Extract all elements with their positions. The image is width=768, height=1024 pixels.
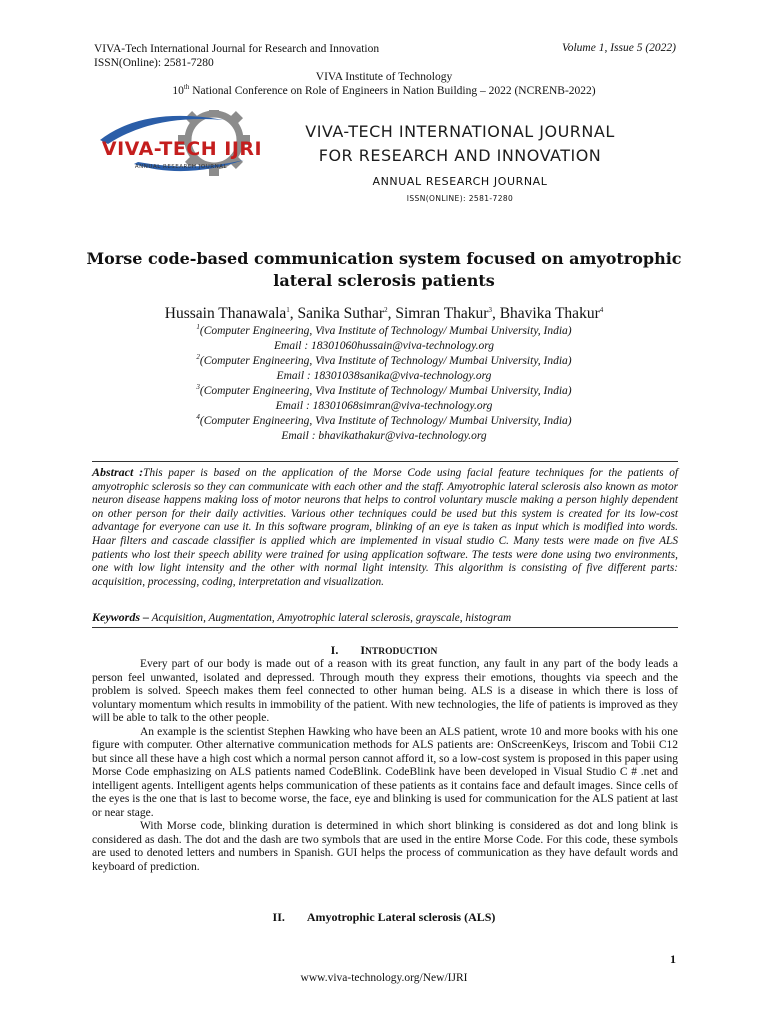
affiliation-line	[0, 354, 768, 369]
section-number: I.	[330, 643, 339, 657]
author-name: Bhavika Thakur	[499, 305, 600, 322]
conference-ordinal: th	[183, 83, 190, 92]
issn-line: ISSN(Online): 2581-7280	[94, 57, 214, 69]
page-number: 1	[670, 952, 676, 966]
affiliation-line	[0, 324, 768, 339]
journal-title-line2: FOR RESEARCH AND INNOVATION	[318, 146, 602, 165]
affiliation-email: Email : bhavikathakur@viva-technology.org	[281, 430, 487, 442]
conference-line	[0, 84, 768, 98]
affiliation-mark: 4	[196, 413, 200, 422]
affiliation-text: (Computer Engineering, Viva Institute of Technology/ Mumbai University, India)	[199, 325, 572, 337]
section-heading-introduction	[0, 643, 768, 658]
abstract-top-rule	[92, 461, 678, 462]
affiliation-mark: 1	[196, 323, 200, 332]
section-number: II.	[272, 910, 285, 924]
abstract-text: This paper is based on the application of the Morse Code using facial feature techniques for the patients of amyotrophic sclerosis so they can communicate with each other and the staff. Amyotrophic lateral sclerosis also known as motor neuron disease happens making loss of motor neurons that helps to control voluntary muscle making a person highly dependent on other person for their daily activities. Various other techniques could be used but this system is created for its low-cost advantage for everyone can use it. In this software program, blinking of an eye is taken as input which is modified into words. Haar filters and cascade classifier is applied which are implemented in visual studio C. Many tests were made on five ALS patients who lost their speech ability were trained for using application software. The tests were done using two environments, one with low light intensity and the other with normal light intensity. This algorithm is consisting of five different parts: acquisition, processing, coding, interpretation and visualization.	[92, 467, 678, 588]
author-name: Sanika Suthar	[297, 305, 385, 322]
keywords-text: Acquisition, Augmentation, Amyotrophic lateral sclerosis, grayscale, histogram	[149, 612, 512, 624]
affiliation-line	[0, 414, 768, 429]
section-title: Amyotrophic Lateral sclerosis (ALS)	[306, 910, 496, 924]
journal-issn: ISSN(ONLINE): 2581-7280	[406, 194, 514, 203]
author-affiliation-mark: 1	[286, 305, 290, 314]
section-heading-als	[0, 910, 768, 925]
introduction-body	[92, 658, 678, 874]
author-name: Hussain Thanawala	[164, 305, 287, 322]
journal-logo	[94, 110, 268, 186]
author-affiliation-mark: 2	[384, 305, 388, 314]
paper-title-line1: Morse code-based communication system focused on amyotrophic	[86, 249, 682, 268]
logo-tagline: ANNUAL RESEARCH JOURNAL	[134, 164, 228, 170]
journal-title	[270, 120, 650, 168]
paragraph: An example is the scientist Stephen Hawking who have been an ALS patient, wrote 10 and more books with his one figure with computer. Other alternative communication methods for ALS patients are: OnScreenKeys, Iriscom and Tobii C12 but since all these have a high cost which a normal person cannot afford it, so a low-cost system is proposed in this paper using Morse Code emphasizing on ALS patients named CodeBlink. CodeBlink have been developed in Visual Studio C # .net and intelligent agents. Intelligent agents helps communication of these patients as it contains face and default images. Since cells of the eyes is the one that is last to become worse, the face, eye and blinking is used for communication for the ALS patient at last or near stage.	[92, 725, 678, 819]
keywords-label: Keywords –	[92, 610, 149, 624]
abstract-bottom-rule	[92, 627, 678, 628]
footer-url: www.viva-technology.org/New/IJRI	[300, 972, 468, 984]
paper-title-line2: lateral sclerosis patients	[273, 271, 495, 290]
author-name: Simran Thakur	[395, 305, 489, 322]
journal-title-line1: VIVA-TECH INTERNATIONAL JOURNAL	[305, 122, 615, 141]
institute-name: VIVA Institute of Technology	[315, 71, 453, 83]
keywords	[92, 610, 678, 625]
conference-text: National Conference on Role of Engineers in Nation Building – 2022 (NCRENB-2022)	[189, 85, 596, 97]
affiliation-block	[0, 324, 768, 444]
conference-number: 10	[172, 85, 184, 97]
section-title-rest: NTRODUCTION	[365, 647, 438, 657]
affiliation-mark: 3	[196, 383, 200, 392]
affiliation-text: (Computer Engineering, Viva Institute of Technology/ Mumbai University, India)	[199, 415, 572, 427]
affiliation-mark: 2	[196, 353, 200, 362]
author-affiliation-mark: 3	[488, 305, 492, 314]
paper-title	[80, 248, 688, 292]
journal-name-line: VIVA-Tech International Journal for Research and Innovation	[94, 43, 380, 55]
abstract	[92, 466, 678, 589]
affiliation-text: (Computer Engineering, Viva Institute of Technology/ Mumbai University, India)	[199, 355, 572, 367]
logo-wordmark: VIVA-TECH IJRI	[101, 138, 263, 160]
abstract-label: Abstract :	[92, 465, 144, 479]
journal-subtitle: ANNUAL RESEARCH JOURNAL	[372, 175, 548, 188]
author-affiliation-mark: 4	[599, 305, 604, 314]
affiliation-text: (Computer Engineering, Viva Institute of Technology/ Mumbai University, India)	[199, 385, 572, 397]
affiliation-email: Email : 18301060hussain@viva-technology.org	[274, 340, 494, 352]
section-title-initial: I	[360, 643, 366, 657]
paragraph: With Morse code, blinking duration is determined in which short blinking is considered as dot and long blink is considered as dash. The dot and the dash are two symbols that are used in the entire Morse Code. For this code, these symbols are used to denoted letters and numbers in Spanish. GUI helps the process of communication as they have default words and keyboard of prediction.	[92, 820, 678, 873]
affiliation-email: Email : 18301038sanika@viva-technology.org	[276, 370, 492, 382]
affiliation-line	[0, 384, 768, 399]
paragraph: Every part of our body is made out of a reason with its great function, any fault in any part of the body leads a person feel unwanted, isolated and depressed. Through mouth they express their emotions, thoughts via speech and the problem is solved. Speech makes them feel connected to other human being. ALS is a disease in which there is loss of voluntary momentum which results in immobility of the patient. With new technologies, the life of patients is improved as they will be able to talk to the other people.	[92, 658, 678, 724]
author-list: Hussain Thanawala$^1$, Sanika Suthar$^2$, Simran Thakur$^3$, Bhavika Thakur$^4$	[164, 305, 604, 322]
volume-issue: Volume 1, Issue 5 (2022)	[561, 42, 676, 54]
affiliation-email: Email : 18301068simran@viva-technology.org	[275, 400, 493, 412]
running-header-left	[94, 42, 379, 70]
